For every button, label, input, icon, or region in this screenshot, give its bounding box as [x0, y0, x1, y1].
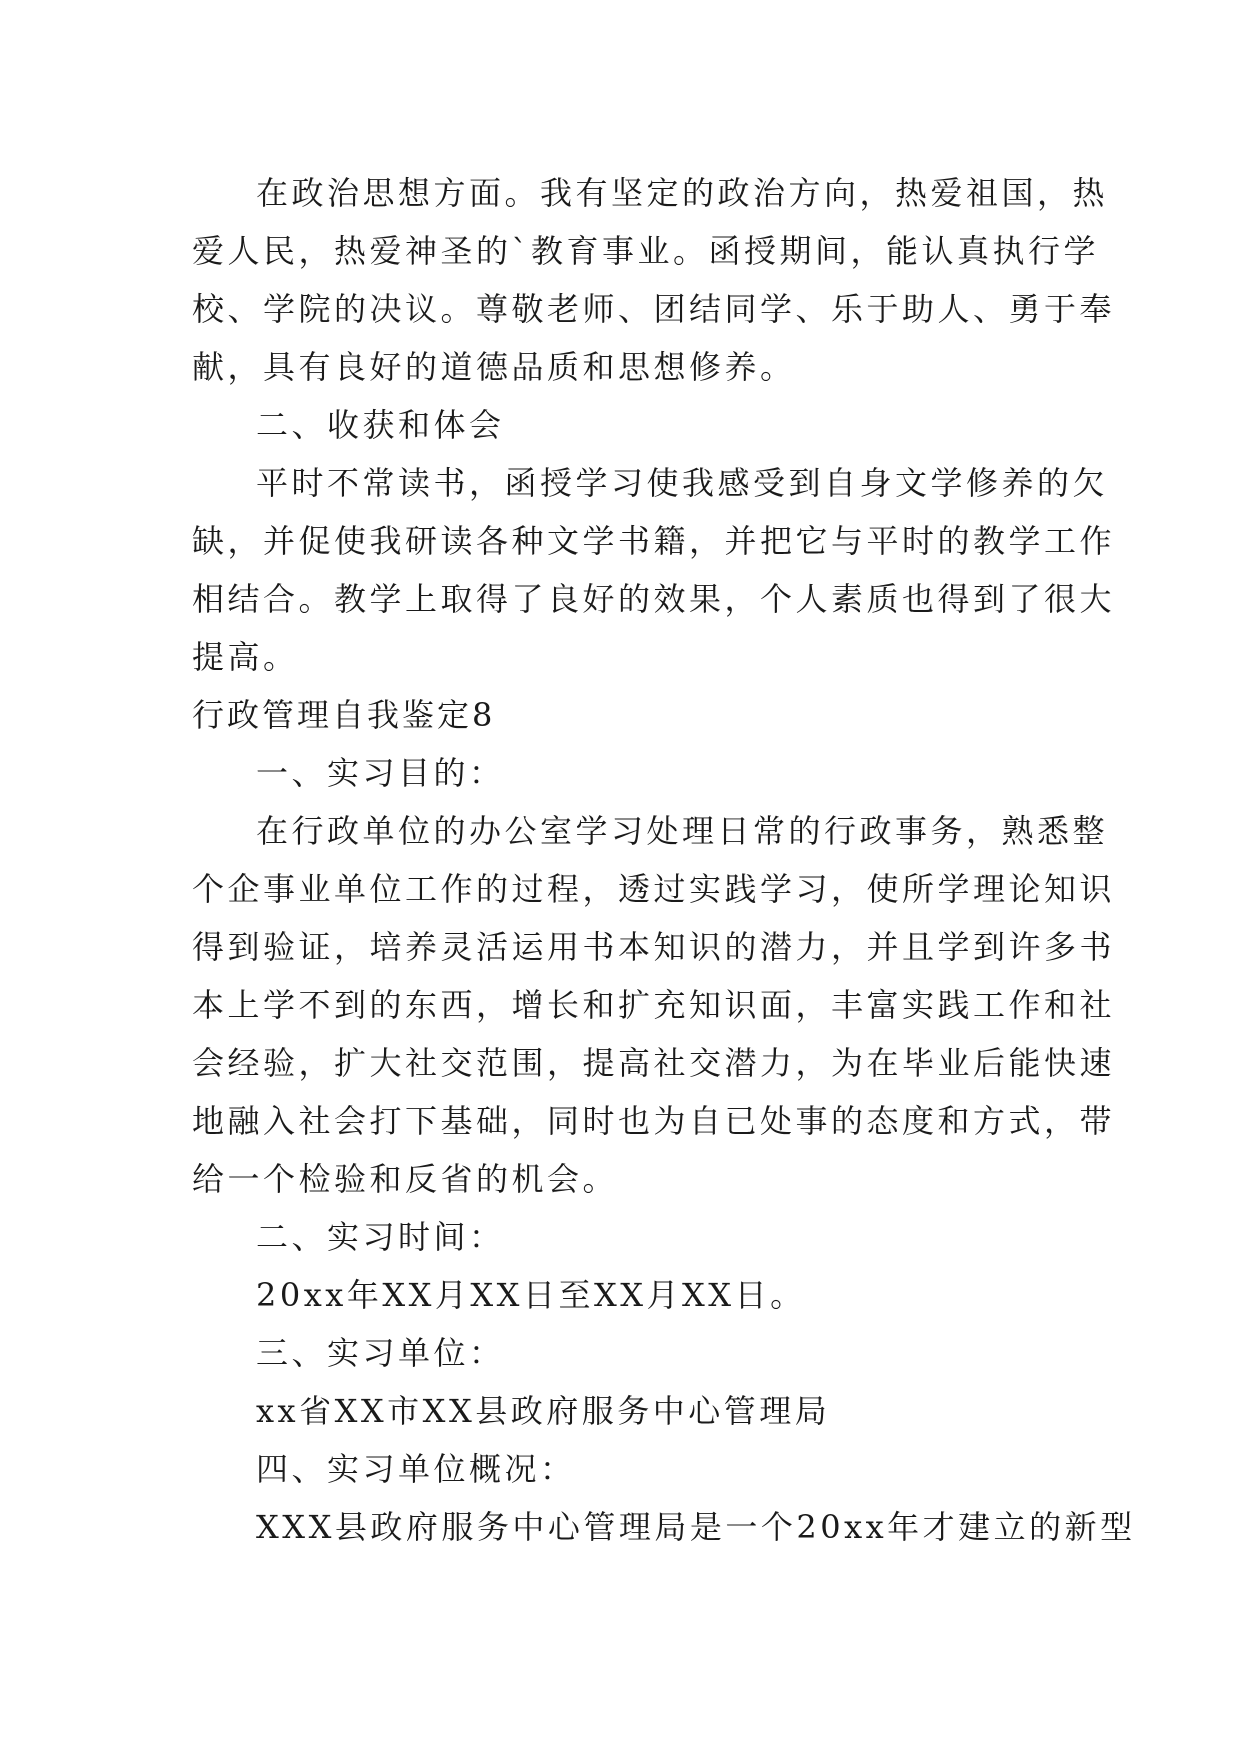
paragraph-line: 本上学不到的东西，增长和扩充知识面，丰富实践工作和社 — [192, 986, 1116, 1024]
section-heading: 一、实习目的： — [256, 754, 505, 792]
paragraph-line: xx省XX市XX县政府服务中心管理局 — [256, 1392, 831, 1430]
section-heading: 三、实习单位： — [256, 1334, 505, 1372]
paragraph-line: 会经验，扩大社交范围，提高社交潜力，为在毕业后能快速 — [192, 1044, 1116, 1082]
paragraph-line: 校、学院的决议。尊敬老师、团结同学、乐于助人、勇于奉 — [192, 290, 1116, 328]
document-title: 行政管理自我鉴定8 — [192, 696, 496, 734]
paragraph-line: 在行政单位的办公室学习处理日常的行政事务，熟悉整 — [256, 812, 1109, 850]
document-page — [192, 164, 1136, 1556]
section-heading: 二、收获和体会 — [256, 406, 505, 444]
paragraph-line: 相结合。教学上取得了良好的效果，个人素质也得到了很大 — [192, 580, 1116, 618]
paragraph-line: 缺，并促使我研读各种文学书籍，并把它与平时的教学工作 — [192, 522, 1116, 560]
paragraph-line: 得到验证，培养灵活运用书本知识的潜力，并且学到许多书 — [192, 928, 1116, 966]
section-heading: 二、实习时间： — [256, 1218, 505, 1256]
paragraph-line: 提高。 — [192, 638, 299, 676]
paragraph-line: 平时不常读书，函授学习使我感受到自身文学修养的欠 — [256, 464, 1109, 502]
paragraph-line: 在政治思想方面。我有坚定的政治方向，热爱祖国，热 — [256, 174, 1109, 212]
paragraph-line: 给一个检验和反省的机会。 — [192, 1160, 619, 1198]
paragraph-line: 爱人民，热爱神圣的`教育事业。函授期间，能认真执行学 — [192, 232, 1100, 270]
paragraph-line: 地融入社会打下基础，同时也为自已处事的态度和方式，带 — [192, 1102, 1116, 1140]
paragraph-line: XXX县政府服务中心管理局是一个20xx年才建立的新型 — [256, 1508, 1136, 1546]
section-heading: 四、实习单位概况： — [256, 1450, 576, 1488]
paragraph-line: 个企事业单位工作的过程，透过实践学习，使所学理论知识 — [192, 870, 1116, 908]
paragraph-line: 20xx年XX月XX日至XX月XX日。 — [256, 1276, 806, 1314]
paragraph-line: 献，具有良好的道德品质和思想修养。 — [192, 348, 796, 386]
